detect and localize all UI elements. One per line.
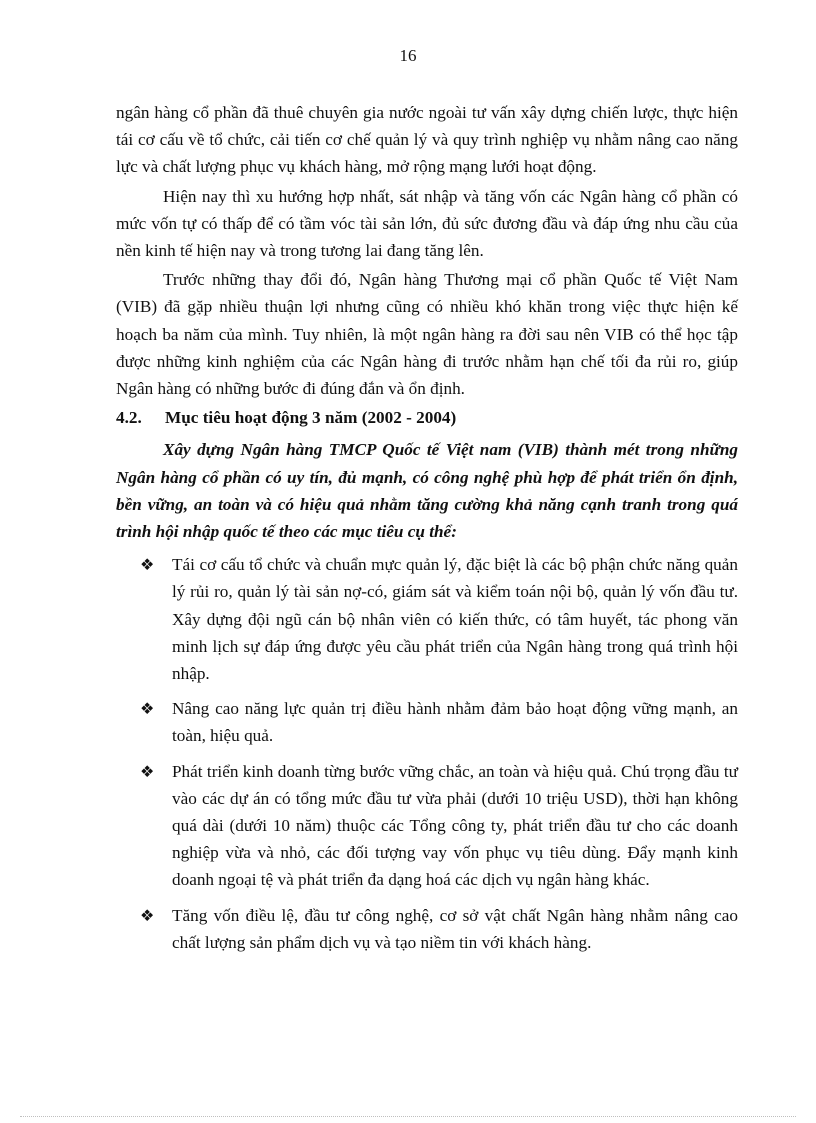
diamond-bullet-icon: ❖: [140, 699, 155, 719]
list-item: [116, 902, 738, 956]
list-item: [116, 551, 738, 687]
page-number: 16: [399, 46, 417, 65]
paragraph-merger-trend: Hiện nay thì xu hướng hợp nhất, sát nhập và tăng vốn các Ngân hàng cổ phần có mức vốn tự có thấp để có tầm vóc tài sản lớn, đủ sức đương đầu và đáp ứng nhu cầu của nền kinh tế hiện nay và trong tương lai đang tăng lên.: [116, 186, 738, 261]
diamond-bullet-icon: ❖: [140, 761, 155, 781]
paragraph-continuation: ngân hàng cổ phần đã thuê chuyên gia nước ngoài tư vấn xây dựng chiến lược, thực hiện tái cơ cấu về tổ chức, cải tiến cơ chế quản lý và quy trình nghiệp vụ nhằm nâng cao năng lực và chất lượng phục vụ khách hàng, mở rộng mạng lưới hoạt động.: [116, 103, 738, 177]
objectives-list: [116, 551, 738, 956]
section-heading: [116, 404, 738, 431]
list-item-text: Tăng vốn điều lệ, đầu tư công nghệ, cơ sở vật chất Ngân hàng nhằm nâng cao chất lượng sản phẩm dịch vụ và tạo niềm tin với khách hàng.: [172, 905, 738, 952]
diamond-bullet-icon: ❖: [140, 555, 155, 575]
diamond-bullet-icon: ❖: [140, 905, 155, 925]
page-bottom-divider: [20, 1116, 796, 1117]
list-item-text: Nâng cao năng lực quản trị điều hành nhằm đảm bảo hoạt động vững mạnh, an toàn, hiệu quả.: [172, 699, 738, 746]
section-title: Mục tiêu hoạt động 3 năm (2002 - 2004): [165, 408, 457, 428]
list-item-text: Tái cơ cấu tổ chức và chuẩn mực quản lý, đặc biệt là các bộ phận chức năng quản lý rủi ro, quản lý tài sản nợ-có, giám sát và kiểm toán nội bộ, quản lý vốn đầu tư. Xây dựng đội ngũ cán bộ nhân viên có kiến thức, có tâm huyết, tác phong văn minh lịch sự đáp ứng được yêu cầu phát triển của Ngân hàng trong quá trình hội nhập.: [172, 555, 738, 684]
section-lead-paragraph: Xây dựng Ngân hàng TMCP Quốc tế Việt nam (VIB) thành mét trong những Ngân hàng cổ phần có uy tín, đủ mạnh, có công nghệ phù hợp để phát triển ổn định, bền vững, an toàn và có hiệu quả nhằm tăng cường khả năng cạnh tranh trong quá trình hội nhập quốc tế theo các mục tiêu cụ thể:: [116, 440, 738, 542]
list-item: [116, 695, 738, 749]
list-item: [116, 758, 738, 894]
document-body: [116, 99, 738, 964]
paragraph-vib-situation: Trước những thay đổi đó, Ngân hàng Thương mại cổ phần Quốc tế Việt Nam (VIB) đã gặp nhiều thuận lợi nhưng cũng có nhiều khó khăn trong việc thực hiện kế hoạch ba năm của mình. Tuy nhiên, là một ngân hàng ra đời sau nên VIB có thể học tập được những kinh nghiệm của các Ngân hàng đi trước nhằm hạn chế tối đa rủi ro, giúp Ngân hàng có những bước đi đúng đắn và ổn định.: [116, 270, 738, 399]
section-number: 4.2.: [116, 408, 142, 428]
list-item-text: Phát triển kinh doanh từng bước vững chắc, an toàn và hiệu quả. Chú trọng đầu tư vào các dự án có tổng mức đầu tư vừa phải (dưới 10 triệu USD), thời hạn không quá dài (dưới 10 năm) thuộc các Tổng công ty, phát triển đầu tư cho các doanh nghiệp vừa và nhỏ, các đối tượng vay vốn phục vụ tiêu dùng. Đẩy mạnh kinh doanh ngoại tệ và phát triển đa dạng hoá các dịch vụ ngân hàng khác.: [172, 761, 738, 890]
